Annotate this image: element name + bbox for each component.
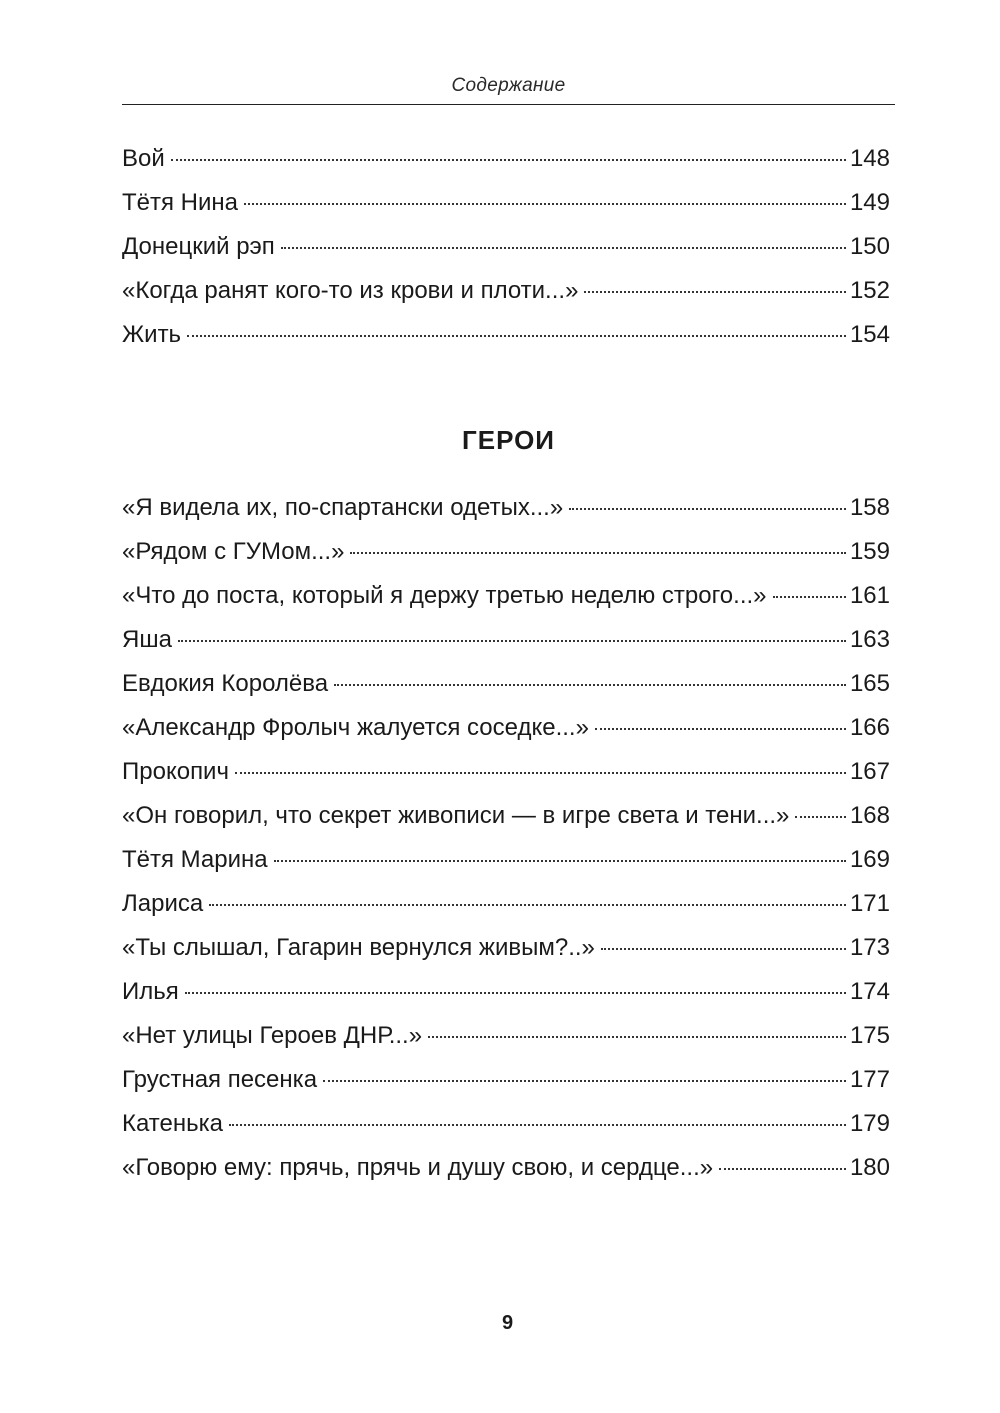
toc-entry-title: Лариса <box>122 890 204 917</box>
toc-heroes-section <box>122 486 890 1190</box>
toc-entry-page: 163 <box>849 626 890 653</box>
toc-entry-page: 150 <box>849 233 890 260</box>
dot-leader <box>274 860 846 862</box>
toc-entry-page: 175 <box>849 1022 890 1049</box>
toc-entry[interactable] <box>122 750 890 794</box>
toc-entry-page: 180 <box>849 1154 890 1181</box>
toc-entry-title: Илья <box>122 978 179 1005</box>
dot-leader <box>229 1124 846 1126</box>
toc-entry-title: «Нет улицы Героев ДНР...» <box>122 1022 423 1049</box>
toc-entry-page: 171 <box>849 890 890 917</box>
toc-entry-title: Прокопич <box>122 758 229 785</box>
toc-entry-title: «Когда ранят кого-то из крови и плоти...» <box>122 277 579 304</box>
toc-entry[interactable] <box>122 1102 890 1146</box>
dot-leader <box>428 1036 846 1038</box>
toc-entry[interactable] <box>122 838 890 882</box>
toc-entry-title: «Что до поста, который я держу третью неделю строго...» <box>122 582 767 609</box>
dot-leader <box>795 816 846 818</box>
dot-leader <box>187 335 846 337</box>
toc-entry[interactable] <box>122 618 890 662</box>
toc-entry[interactable] <box>122 926 890 970</box>
dot-leader <box>584 291 846 293</box>
toc-entry[interactable] <box>122 794 890 838</box>
toc-entry-page: 167 <box>849 758 890 785</box>
toc-entry-page: 174 <box>849 978 890 1005</box>
toc-entry-page: 158 <box>849 494 890 521</box>
toc-entry-title: «Он говорил, что секрет живописи — в игре света и тени...» <box>122 802 790 829</box>
dot-leader <box>569 508 846 510</box>
toc-entry[interactable] <box>122 137 890 181</box>
toc-entry-title: «Александр Фролыч жалуется соседке...» <box>122 714 589 741</box>
toc-entry[interactable] <box>122 882 890 926</box>
toc-entry-page: 161 <box>849 582 890 609</box>
dot-leader <box>334 684 846 686</box>
toc-entry[interactable] <box>122 225 890 269</box>
toc-entry-page: 179 <box>849 1110 890 1137</box>
toc-entry[interactable] <box>122 706 890 750</box>
toc-entry-page: 159 <box>849 538 890 565</box>
toc-top-section <box>122 137 890 357</box>
toc-entry[interactable] <box>122 181 890 225</box>
section-title: ГЕРОИ <box>462 425 555 455</box>
dot-leader <box>350 552 846 554</box>
toc-entry-title: Яша <box>122 626 172 653</box>
toc-entry-page: 154 <box>849 321 890 348</box>
toc-entry[interactable] <box>122 970 890 1014</box>
toc-entry-page: 148 <box>849 145 890 172</box>
dot-leader <box>178 640 846 642</box>
toc-entry[interactable] <box>122 530 890 574</box>
toc-entry-page: 152 <box>849 277 890 304</box>
dot-leader <box>719 1168 846 1170</box>
toc-entry[interactable] <box>122 662 890 706</box>
dot-leader <box>244 203 846 205</box>
page-number: 9 <box>501 1312 514 1334</box>
dot-leader <box>595 728 846 730</box>
dot-leader <box>773 596 846 598</box>
toc-entry-title: Вой <box>122 145 165 172</box>
toc-entry-title: «Рядом с ГУМом...» <box>122 538 345 565</box>
toc-top-list <box>122 137 890 357</box>
toc-entry[interactable] <box>122 1014 890 1058</box>
toc-entry[interactable] <box>122 574 890 618</box>
dot-leader <box>235 772 846 774</box>
toc-entry-title: Евдокия Королёва <box>122 670 329 697</box>
dot-leader <box>209 904 846 906</box>
toc-entry-title: «Говорю ему: прячь, прячь и душу свою, и сердце...» <box>122 1154 714 1181</box>
toc-entry-page: 166 <box>849 714 890 741</box>
toc-entry[interactable] <box>122 486 890 530</box>
toc-entry-page: 169 <box>849 846 890 873</box>
toc-entry[interactable] <box>122 1146 890 1190</box>
toc-entry-title: Донецкий рэп <box>122 233 275 260</box>
toc-entry[interactable] <box>122 269 890 313</box>
toc-entry-title: Катенька <box>122 1110 224 1137</box>
running-head: Содержание <box>451 75 566 96</box>
toc-entry[interactable] <box>122 1058 890 1102</box>
toc-entry-page: 149 <box>849 189 890 216</box>
dot-leader <box>323 1080 846 1082</box>
toc-entry-title: «Ты слышал, Гагарин вернулся живым?..» <box>122 934 595 961</box>
toc-entry-page: 173 <box>849 934 890 961</box>
header-rule <box>122 104 895 105</box>
toc-entry[interactable] <box>122 313 890 357</box>
toc-entry-title: Тётя Марина <box>122 846 268 873</box>
toc-entry-title: Грустная песенка <box>122 1066 318 1093</box>
toc-entry-page: 168 <box>849 802 890 829</box>
dot-leader <box>185 992 846 994</box>
toc-entry-page: 177 <box>849 1066 890 1093</box>
dot-leader <box>281 247 846 249</box>
toc-heroes-list <box>122 486 890 1190</box>
toc-entry-page: 165 <box>849 670 890 697</box>
toc-entry-title: Жить <box>122 321 182 348</box>
dot-leader <box>601 948 846 950</box>
toc-entry-title: Тётя Нина <box>122 189 239 216</box>
toc-entry-title: «Я видела их, по-спартански одетых...» <box>122 494 564 521</box>
dot-leader <box>171 159 846 161</box>
